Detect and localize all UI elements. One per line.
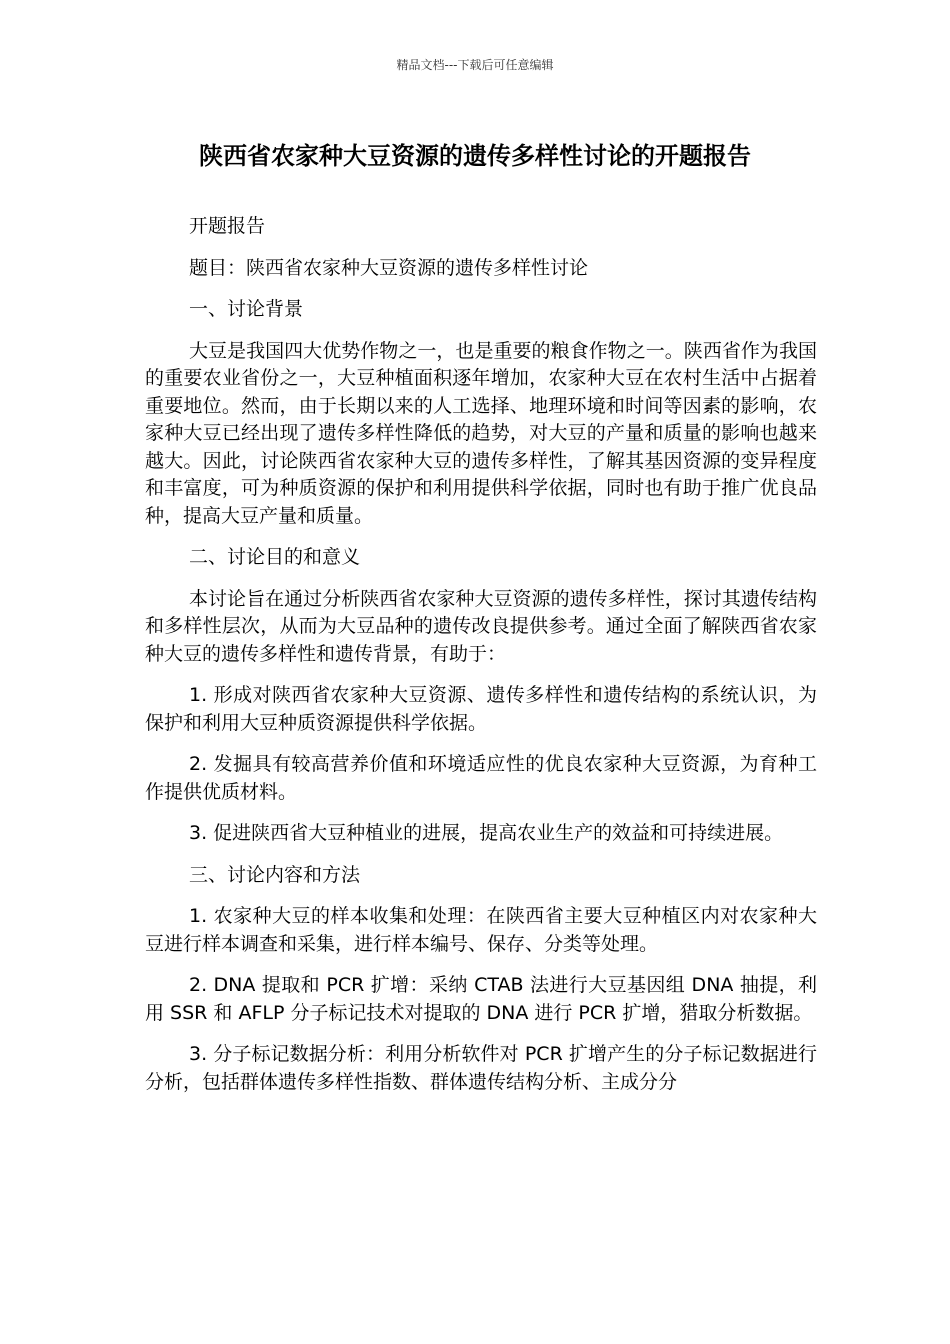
list-item-method-3: 3. 分子标记数据分析：利用分析软件对 PCR 扩增产生的分子标记数据进行分析，包括群体遗传多样性指数、群体遗传结构分析、主成分分 xyxy=(145,1043,817,1093)
section-heading-purpose: 二、讨论目的和意义 xyxy=(189,546,361,568)
section-heading-methods: 三、讨论内容和方法 xyxy=(189,863,361,886)
list-item-method-2: 2. DNA 提取和 PCR 扩增：采纳 CTAB 法进行大豆基因组 DNA 抽提，利用 SSR 和 AFLP 分子标记技术对提取的 DNA 进行 PCR 扩增，猎取分析数据。 xyxy=(145,974,817,1024)
paragraph-report-label: 开题报告 xyxy=(189,215,266,237)
list-item-purpose-3: 3. 促进陕西省大豆种植业的进展，提高农业生产的效益和可持续进展。 xyxy=(189,822,784,844)
paragraph-purpose: 本讨论旨在通过分析陕西省农家种大豆资源的遗传多样性，探讨其遗传结构和多样性层次，从而为大豆品种的遗传改良提供参考。通过全面了解陕西省农家种大豆的遗传多样性和遗传背景，有助于： xyxy=(145,587,817,665)
paragraph-background: 大豆是我国四大优势作物之一，也是重要的粮食作物之一。陕西省作为我国的重要农业省份之一，大豆种植面积逐年增加，农家种大豆在农村生活中占据着重要地位。然而，由于长期以来的人工选择、地理环境和时间等因素的影响，农家种大豆已经出现了遗传多样性降低的趋势，对大豆的产量和质量的影响也越来越大。因此，讨论陕西省农家种大豆的遗传多样性，了解其基因资源的变异程度和丰富度，可为种质资源的保护和利用提供科学依据，同时也有助于推广优良品种，提高大豆产量和质量。 xyxy=(145,339,817,527)
list-item-method-1: 1. 农家种大豆的样本收集和处理：在陕西省主要大豆种植区内对农家种大豆进行样本调查和采集，进行样本编号、保存、分类等处理。 xyxy=(145,905,817,955)
list-item-purpose-1: 1. 形成对陕西省农家种大豆资源、遗传多样性和遗传结构的系统认识，为保护和利用大豆种质资源提供科学依据。 xyxy=(145,684,817,734)
document-title: 陕西省农家种大豆资源的遗传多样性讨论的开题报告 xyxy=(199,142,751,170)
list-item-purpose-2: 2. 发掘具有较高营养价值和环境适应性的优良农家种大豆资源，为育种工作提供优质材料。 xyxy=(145,753,817,803)
section-heading-background: 一、讨论背景 xyxy=(189,298,304,320)
document-body xyxy=(145,213,817,1110)
page-header: 精品文档---下载后可任意编辑 xyxy=(396,58,554,72)
paragraph-topic: 题目：陕西省农家种大豆资源的遗传多样性讨论 xyxy=(189,256,589,279)
